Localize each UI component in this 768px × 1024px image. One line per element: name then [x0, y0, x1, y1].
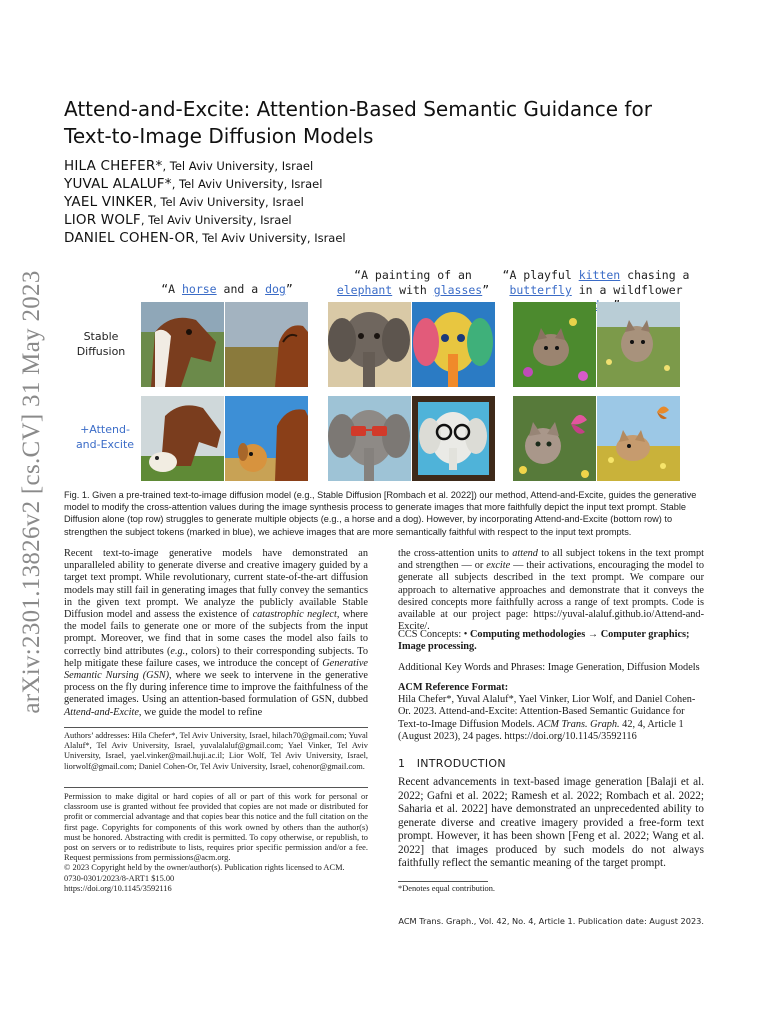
ccs-concepts: CCS Concepts: • Computing methodologies → Computer graphics; Image processing.	[398, 629, 690, 653]
arxiv-identifier	[14, 262, 50, 722]
author-entry	[64, 211, 664, 229]
author-entry	[64, 229, 664, 247]
image-ae-kitten-butterfly-1	[513, 396, 596, 481]
author-list	[64, 157, 664, 247]
author-name: LIOR WOLF	[64, 212, 141, 228]
image-ae-elephant-glasses-2	[412, 396, 495, 481]
keywords: Additional Key Words and Phrases: Image Generation, Diffusion Models	[398, 662, 700, 673]
image-sd-horse-2	[225, 302, 308, 387]
footnote-rule	[398, 881, 488, 882]
permission-text: Permission to make digital or hard copies of all or part of this work for personal or classroom use is granted without fee provided that copies are not made or distributed for profit or commercial advantage and that copies bear this notice and the full citation on the first page. Copyrights for components of this work owned by others than the author(s) must be honored. Abstracting with credit is permitted. To copy otherwise, or republish, to post on servers or to redistribute to lists, requires prior specific permission and/or a fee. Request permissions from permissions@acm.org.	[64, 792, 368, 863]
intro-paragraph: Recent advancements in text-based image generation [Balaji et al. 2022; Gafni et al. 2022; Ramesh et al. 2022; Rombach et al. 2022; Saharia et al. 2022] have demonstrated an unprecedented ability to generate diverse and creative imagery provided a free-form text prompt. However, it has been shown [Feng et al. 2022; Wang et al. 2022] that images produced by such models do not always faithfully reflect the semantic meaning of the target prompt.	[398, 776, 704, 869]
abstract-left: Recent text-to-image generative models have demonstrated an unparalleled ability to generate diverse and creative imagery guided by a target text prompt. While revolutionary, current state-of-the-art diffusion models may still fail in generating images that fully convey the semantics in the given text prompt. We analyze the publicly available Stable Diffusion model and assess the existence of catastrophic neglect, where the model fails to generate one or more of the subjects from the input prompt. Moreover, we find that in some cases the model also fails to correctly bind attributes (e.g., colors) to their corresponding subjects. To help mitigate these failure cases, we introduce the concept of Generative Semantic Nursing (GSN), where we seek to intervene in the generative process on the fly during inference time to improve the faithfulness of the generated images. Using an attention-based formulation of GSN, dubbed Attend-and-Excite, we guide the model to refine	[64, 548, 368, 718]
acm-reference-heading: ACM Reference Format:	[398, 682, 509, 693]
image-sd-kitten-1	[513, 302, 596, 387]
image-ae-kitten-butterfly-2	[597, 396, 680, 481]
image-sd-kitten-2	[597, 302, 680, 387]
abstract-right: the cross-attention units to attend to all subject tokens in the text prompt and strengthen — or excite — their activations, encouraging the model to generate all subjects described in the text prompt. We compare our approach to alternative approaches and demonstrate that it conveys the desired concepts more faithfully across a range of text prompts. Code is available at our project page: https://yuval-alaluf.github.io/Attend-and-Excite/.	[398, 548, 705, 633]
running-footer: ACM Trans. Graph., Vol. 42, No. 4, Article 1. Publication date: August 2023.	[398, 916, 704, 926]
permission-block	[64, 792, 368, 894]
author-affiliation: , Tel Aviv University, Israel	[140, 213, 292, 227]
prompt-horse-dog: “A horse and a dog”	[161, 282, 293, 296]
address-rule	[64, 727, 368, 728]
figure-caption: Fig. 1. Given a pre-trained text-to-image diffusion model (e.g., Stable Diffusion [Rombach et al. 2022]) our method, Attend-and-Excite, guides the generative model to modify the cross-attention values during the image synthesis process to generate images that more faithfully depict the input text prompt. Stable Diffusion alone (top row) struggles to generate multiple objects (e.g., a horse and a dog). However, by incorporating Attend-and-Excite (bottom row) to strengthen the subject tokens (marked in blue), we achieve images that are more semantically faithful with respect to the input text prompts.	[64, 490, 697, 537]
subject-token: butterfly	[509, 283, 572, 297]
row-label-stable-diffusion: Stable Diffusion	[76, 330, 126, 358]
subject-token: dog	[265, 282, 286, 296]
subject-token: horse	[181, 282, 217, 296]
row-label-attend-and-excite: +Attend-and-Excite	[75, 423, 135, 451]
subject-token: kitten	[578, 268, 621, 282]
author-affiliation: , Tel Aviv University, Israel	[153, 195, 304, 209]
image-sd-elephant-2	[412, 302, 495, 387]
author-entry	[64, 175, 664, 193]
acm-reference: ACM Reference Format: Hila Chefer*, Yuval Alaluf*, Yael Vinker, Lior Wolf, and Daniel Cohen-Or. 2023. Attend-and-Excite: Attention-Based Semantic Guidance for Text-to-Image Diffusion Models. ACM Trans. Graph. 42, 4, Article 1 (August 2023), 24 pages. https://doi.org/10.1145/3592116	[398, 682, 704, 743]
image-sd-elephant-1	[328, 302, 411, 387]
teaser-figure	[64, 262, 704, 482]
permission-rule	[64, 787, 368, 788]
image-ae-horse-dog-2	[225, 396, 308, 481]
title-line-1: Attend-and-Excite: Attention-Based Semantic Guidance for	[64, 97, 652, 121]
image-ae-horse-dog-1	[141, 396, 224, 481]
paper-title	[64, 96, 684, 150]
author-entry	[64, 193, 664, 211]
author-affiliation: , Tel Aviv University, Israel	[194, 231, 346, 245]
arxiv-identifier-text: arXiv:2301.13826v2 [cs.CV] 31 May 2023	[18, 270, 45, 714]
author-affiliation: , Tel Aviv University, Israel	[162, 159, 314, 173]
issn-line: 0730-0301/2023/8-ART1 $15.00	[64, 873, 175, 883]
equal-contribution-note: *Denotes equal contribution.	[398, 884, 495, 893]
copyright-line: © 2023 Copyright held by the owner/author(s). Publication rights licensed to ACM.	[64, 863, 345, 873]
author-entry	[64, 157, 664, 175]
author-name: DANIEL COHEN-OR	[64, 230, 195, 246]
author-name: YUVAL ALALUF*	[64, 176, 172, 192]
doi-line: https://doi.org/10.1145/3592116	[64, 883, 172, 893]
intro-heading: 1 INTRODUCTION	[398, 757, 506, 770]
subject-token: glasses	[433, 283, 483, 297]
title-line-2: Text-to-Image Diffusion Models	[64, 124, 374, 148]
image-sd-horse-1	[141, 302, 224, 387]
prompt-elephant-glasses: “A painting of an elephant with glasses”	[336, 268, 490, 297]
prompt-kitten-butterfly: “A playful kitten chasing a butterfly in a wildflower	[496, 268, 696, 313]
subject-token: elephant	[336, 283, 393, 297]
author-affiliation: , Tel Aviv University, Israel	[171, 177, 323, 191]
author-name: YAEL VINKER	[64, 194, 154, 210]
author-name: HILA CHEFER*	[64, 158, 163, 174]
image-ae-elephant-glasses-1	[328, 396, 411, 481]
author-addresses: Authors’ addresses: Hila Chefer*, Tel Aviv University, Israel, hilach70@gmail.com; Yuval Alaluf*, Tel Aviv University, Israel, yuvalalaluf@gmail.com; Yael Vinker, Tel Aviv University, Israel, yael.vinker@mail.huji.ac.il; Lior Wolf, Tel Aviv University, Israel, liorwolf@gmail.com; Daniel Cohen-Or, Tel Aviv University, Israel, cohenor@gmail.com.	[64, 731, 368, 771]
